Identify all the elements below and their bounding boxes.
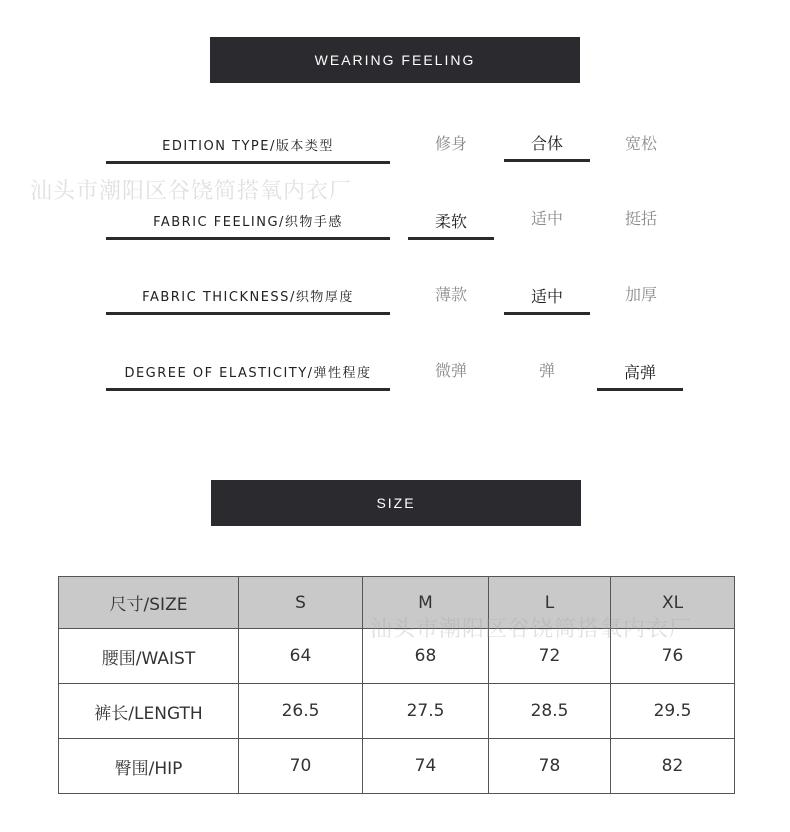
size-title: SIZE bbox=[376, 495, 416, 511]
header-s: S bbox=[239, 577, 363, 629]
watermark-text-bottom: 汕头市潮阳区谷饶简搭氧内衣厂 bbox=[370, 617, 693, 642]
row-label-length: 裤长/LENGTH bbox=[59, 684, 239, 739]
elasticity-option-3-selected: 高弹 bbox=[597, 354, 683, 391]
header-l: L bbox=[489, 577, 611, 629]
elasticity-label: DEGREE OF ELASTICITY/弹性程度 bbox=[106, 354, 390, 391]
table-cell: 27.5 bbox=[363, 684, 489, 739]
size-table bbox=[58, 576, 735, 794]
edition-type-option-3: 宽松 bbox=[624, 133, 657, 153]
size-table-header-row bbox=[59, 577, 735, 629]
elasticity-option-1: 微弹 bbox=[434, 360, 467, 380]
header-size: 尺寸/SIZE bbox=[59, 577, 239, 629]
table-cell: 68 bbox=[363, 629, 489, 684]
table-cell: 64 bbox=[239, 629, 363, 684]
edition-type-option-2-selected: 合体 bbox=[504, 125, 590, 162]
table-row bbox=[59, 684, 735, 739]
table-row bbox=[59, 629, 735, 684]
edition-type-label: EDITION TYPE/版本类型 bbox=[106, 127, 390, 164]
table-cell: 29.5 bbox=[611, 684, 735, 739]
table-cell: 70 bbox=[239, 739, 363, 794]
wearing-feeling-banner bbox=[210, 37, 580, 83]
row-label-waist: 腰围/WAIST bbox=[59, 629, 239, 684]
fabric-feeling-option-3: 挺括 bbox=[624, 208, 657, 228]
elasticity-option-2: 弹 bbox=[538, 360, 555, 380]
table-cell: 26.5 bbox=[239, 684, 363, 739]
header-m: M bbox=[363, 577, 489, 629]
size-banner bbox=[211, 480, 581, 526]
fabric-thickness-option-2-selected: 适中 bbox=[504, 278, 590, 315]
table-cell: 74 bbox=[363, 739, 489, 794]
fabric-thickness-option-3: 加厚 bbox=[624, 284, 657, 304]
table-cell: 28.5 bbox=[489, 684, 611, 739]
fabric-feeling-option-1-selected: 柔软 bbox=[408, 203, 494, 240]
table-cell: 78 bbox=[489, 739, 611, 794]
row-label-hip: 臀围/HIP bbox=[59, 739, 239, 794]
edition-type-option-1: 修身 bbox=[434, 133, 467, 153]
fabric-thickness-option-1: 薄款 bbox=[434, 284, 467, 304]
table-cell: 76 bbox=[611, 629, 735, 684]
fabric-feeling-label: FABRIC FEELING/织物手感 bbox=[106, 203, 390, 240]
watermark-text-top: 汕头市潮阳区谷饶简搭氧内衣厂 bbox=[30, 179, 353, 204]
wearing-feeling-title: WEARING FEELING bbox=[314, 52, 476, 68]
table-cell: 72 bbox=[489, 629, 611, 684]
table-row bbox=[59, 739, 735, 794]
fabric-thickness-label: FABRIC THICKNESS/织物厚度 bbox=[106, 278, 390, 315]
fabric-feeling-option-2: 适中 bbox=[530, 208, 563, 228]
header-xl: XL bbox=[611, 577, 735, 629]
table-cell: 82 bbox=[611, 739, 735, 794]
